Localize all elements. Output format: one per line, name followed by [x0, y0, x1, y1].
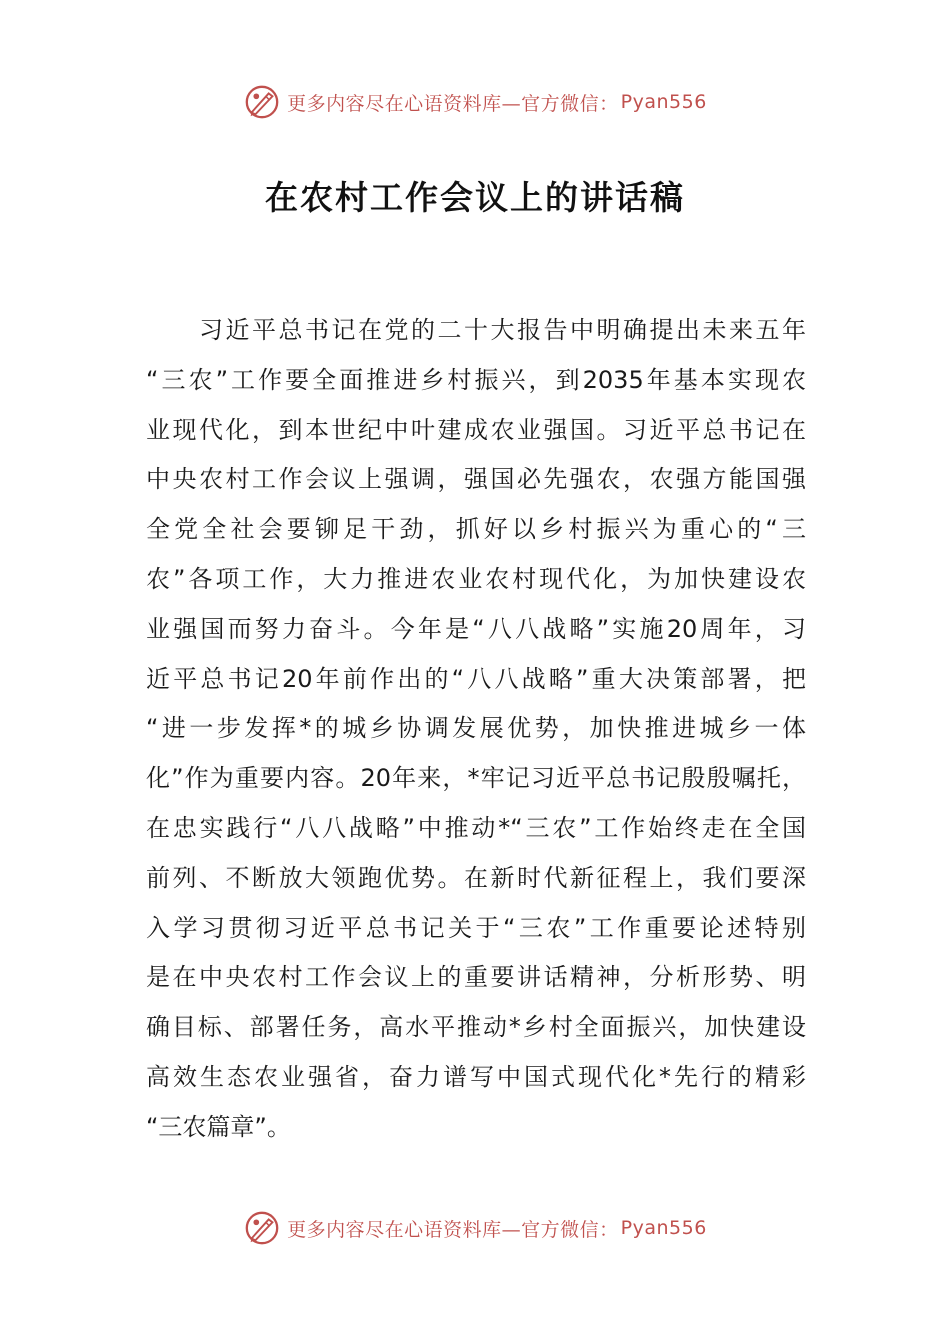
- paragraph-line: “三农”工作要全面推进乡村振兴，到2035年基本实现农: [146, 365, 806, 394]
- paragraph-line: 全党全社会要铆足干劲，抓好以乡村振兴为重心的“三: [146, 515, 806, 544]
- pen-logo-icon: [243, 1209, 281, 1247]
- pen-logo-icon: [243, 83, 281, 121]
- paragraph-line: 业强国而努力奋斗。今年是“八八战略”实施20周年，习: [146, 614, 806, 643]
- paragraph-line: 是在中央农村工作会议上的重要讲话精神，分析形势、明: [146, 963, 806, 992]
- paragraph-line: 高效生态农业强省，奋力谱写中国式现代化*先行的精彩: [146, 1062, 806, 1091]
- paragraph-line: 入学习贯彻习近平总书记关于“三农”工作重要论述特别: [146, 913, 806, 942]
- watermark-text: 更多内容尽在心语资料库—官方微信：: [287, 92, 619, 115]
- paragraph-line: 近平总书记20年前作出的“八八战略”重大决策部署，把: [146, 664, 806, 693]
- paragraph-line: 化”作为重要内容。20年来，*牢记习近平总书记殷殷嘱托，: [146, 764, 806, 793]
- paragraph-line: “进一步发挥*的城乡协调发展优势，加快推进城乡一体: [146, 714, 806, 743]
- document-title: 在农村工作会议上的讲话稿: [265, 178, 685, 217]
- paragraph-line: 业现代化，到本世纪中叶建成农业强国。习近平总书记在: [146, 415, 806, 444]
- paragraph-line: 习近平总书记在党的二十大报告中明确提出未来五年: [146, 316, 806, 344]
- watermark-wechat-id: Pyan556: [620, 91, 707, 113]
- paragraph-line: 中央农村工作会议上强调，强国必先强农，农强方能国强: [146, 465, 806, 494]
- paragraph-line: 在忠实践行“八八战略”中推动*“三农”工作始终走在全国: [146, 813, 806, 842]
- body-paragraph: [146, 306, 806, 1153]
- paragraph-line: 确目标、部署任务，高水平推动*乡村全面振兴，加快建设: [146, 1013, 806, 1042]
- header-watermark: [0, 82, 950, 122]
- paragraph-line: 前列、不断放大领跑优势。在新时代新征程上，我们要深: [146, 863, 806, 892]
- paragraph-line: “三农篇章”。: [146, 1112, 291, 1141]
- watermark-text: 更多内容尽在心语资料库—官方微信：: [287, 1218, 619, 1241]
- watermark-wechat-id: Pyan556: [620, 1217, 707, 1239]
- footer-watermark: [0, 1208, 950, 1248]
- paragraph-line: 农”各项工作，大力推进农业农村现代化，为加快建设农: [146, 564, 806, 593]
